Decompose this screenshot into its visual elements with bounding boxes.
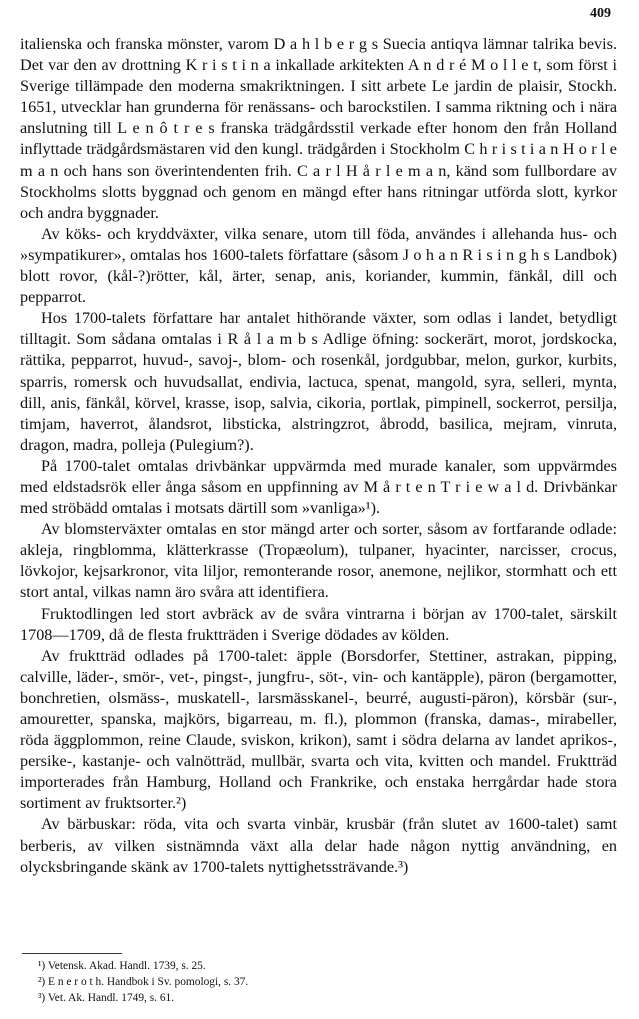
footnotes — [38, 958, 598, 1006]
book-page — [20, 0, 617, 1019]
footnote-2: ²) E n e r o t h. Handbok i Sv. pomologi, s. 37. — [38, 976, 249, 988]
paragraph-berry-bushes: Av bärbuskar: röda, vita och svarta vinbär, krusbär (från slutet av 1600-talet) samt berberis, av vilken sistnämnda växt alla delar hade någon nyttig användning, en olycksbringande skänk av 1700-talets nyttighetssträvande.³) — [20, 815, 617, 876]
body-text — [20, 34, 617, 878]
paragraph-flowers: Av blomsterväxter omtalas en stor mängd arter och sorter, såsom av fortfarande odlade: akleja, ringblomma, klätterkrasse (Tropæolum), tulpaner, hyacinter, narcisser, crocus, lövkojor, kejsarkronor, vita liljor, remonterande rosor, anemone, nejlikor, stormhatt och ett stort antal, vilkas namn äro svåra att identifiera. — [20, 520, 617, 602]
paragraph-fruit-trees: Av fruktträd odlades på 1700-talet: äpple (Borsdorfer, Stettiner, astrakan, pipping, calville, läder-, smör-, vet-, pingst-, jungfru-, söt-, vin- och kantäpple), päron (bergamotter, bonchretien, olsmäss-, muskatell-, larsmässkanel-, beurré, augusti-päron), körsbär (sur-, amouretter, spanska, majkörs, bigarreau, m. fl.), plommon (franska, damas-, mirabeller, röda äggplommon, reine Claude, sviskon, krikon), samt i södra delarna av landet aprikos-, persike-, kastanje- och valnötträd, mullbär, svarta och vita, kvitten och mandel. Fruktträd importerades från Hamburg, Holland och Frankrike, och enstaka herrgårdar hade stora sortiment av fruktsorter.²) — [20, 646, 617, 813]
footnote-divider — [22, 953, 122, 954]
footnote-1: ¹) Vetensk. Akad. Handl. 1739, s. 25. — [38, 960, 206, 972]
paragraph-1700s-vegetables: Hos 1700-talets författare har antalet hithörande växter, som odlas i landet, betydligt tilltagit. Som sådana omtalas i R å l a m b s Adlige öfning: sockerärt, morot, jordskocka, rättika, pepparrot, huvud-, savoj-, blom- och rosenkål, jordgubbar, melon, gurkor, kurbits, sparris, romersk och huvudsallat, endivia, lactuca, spenat, mangold, syra, selleri, mynta, dill, anis, fänkål, körvel, krasse, isop, salvia, cikoria, portlak, pimpinell, sockerrot, persilja, timjam, haverrot, ålandsrot, libsticka, alstringzrot, åbrodd, basilica, mejram, vinruta, dragon, madra, polleja (Pulegium?). — [20, 309, 617, 454]
paragraph-kitchen-herbs: Av köks- och kryddväxter, vilka senare, utom till föda, användes i allehanda hus- och »sympatikurer», omtalas hos 1600-talets författare (såsom J o h a n R i s i n g h s Landbok) blott rovor, (kål-?)rötter, kål, ärter, senap, anis, koriander, kummin, fänkål, dill och pepparrot. — [20, 224, 617, 307]
footnote-3: ³) Vet. Ak. Handl. 1749, s. 61. — [38, 992, 175, 1004]
paragraph-hotbeds: På 1700-talet omtalas drivbänkar uppvärmda med murade kanaler, som uppvärmdes med eldstadsrök eller ånga såsom en uppfinning av M å r t e n T r i e w a l d. Drivbänkar med ströbädd omtalas i motsats därtill som »vanliga»¹). — [20, 456, 617, 518]
page-number: 409 — [590, 6, 611, 21]
paragraph-fruit-cultivation: Fruktodlingen led stort avbräck av de svåra vintrarna i början av 1700-talet, särskilt 1708—1709, då de flesta fruktträden i Sverige dödades av kölden. — [20, 604, 617, 644]
paragraph-garden-architecture: italienska och franska mönster, varom D a h l b e r g s Suecia antiqva lämnar talrika bevis. Det var den av drottning K r i s t i n a inkallade arkitekten A n d r é M o l l e t, som först i Sverige tillämpade den moderna smakriktningen. I sitt arbete Le jardin de plaisir, Stockh. 1651, utvecklar han grunderna för renässans- och barockstilen. I samma riktning och i nära anslutning till L e n ô t r e s franska trädgårdsstil verkade efter honom den från Holland inflyttade trädgårdsmästaren vid den kungl. trädgården i Stockholm C h r i s t i a n H o r l e m a n och hans son överintendenten frih. C a r l H å r l e m a n, känd som fullbordare av Stockholms slotts byggnad och genom en mängd efter hans ritningar utförda slott, kyrkor och andra byggnader. — [20, 35, 617, 222]
